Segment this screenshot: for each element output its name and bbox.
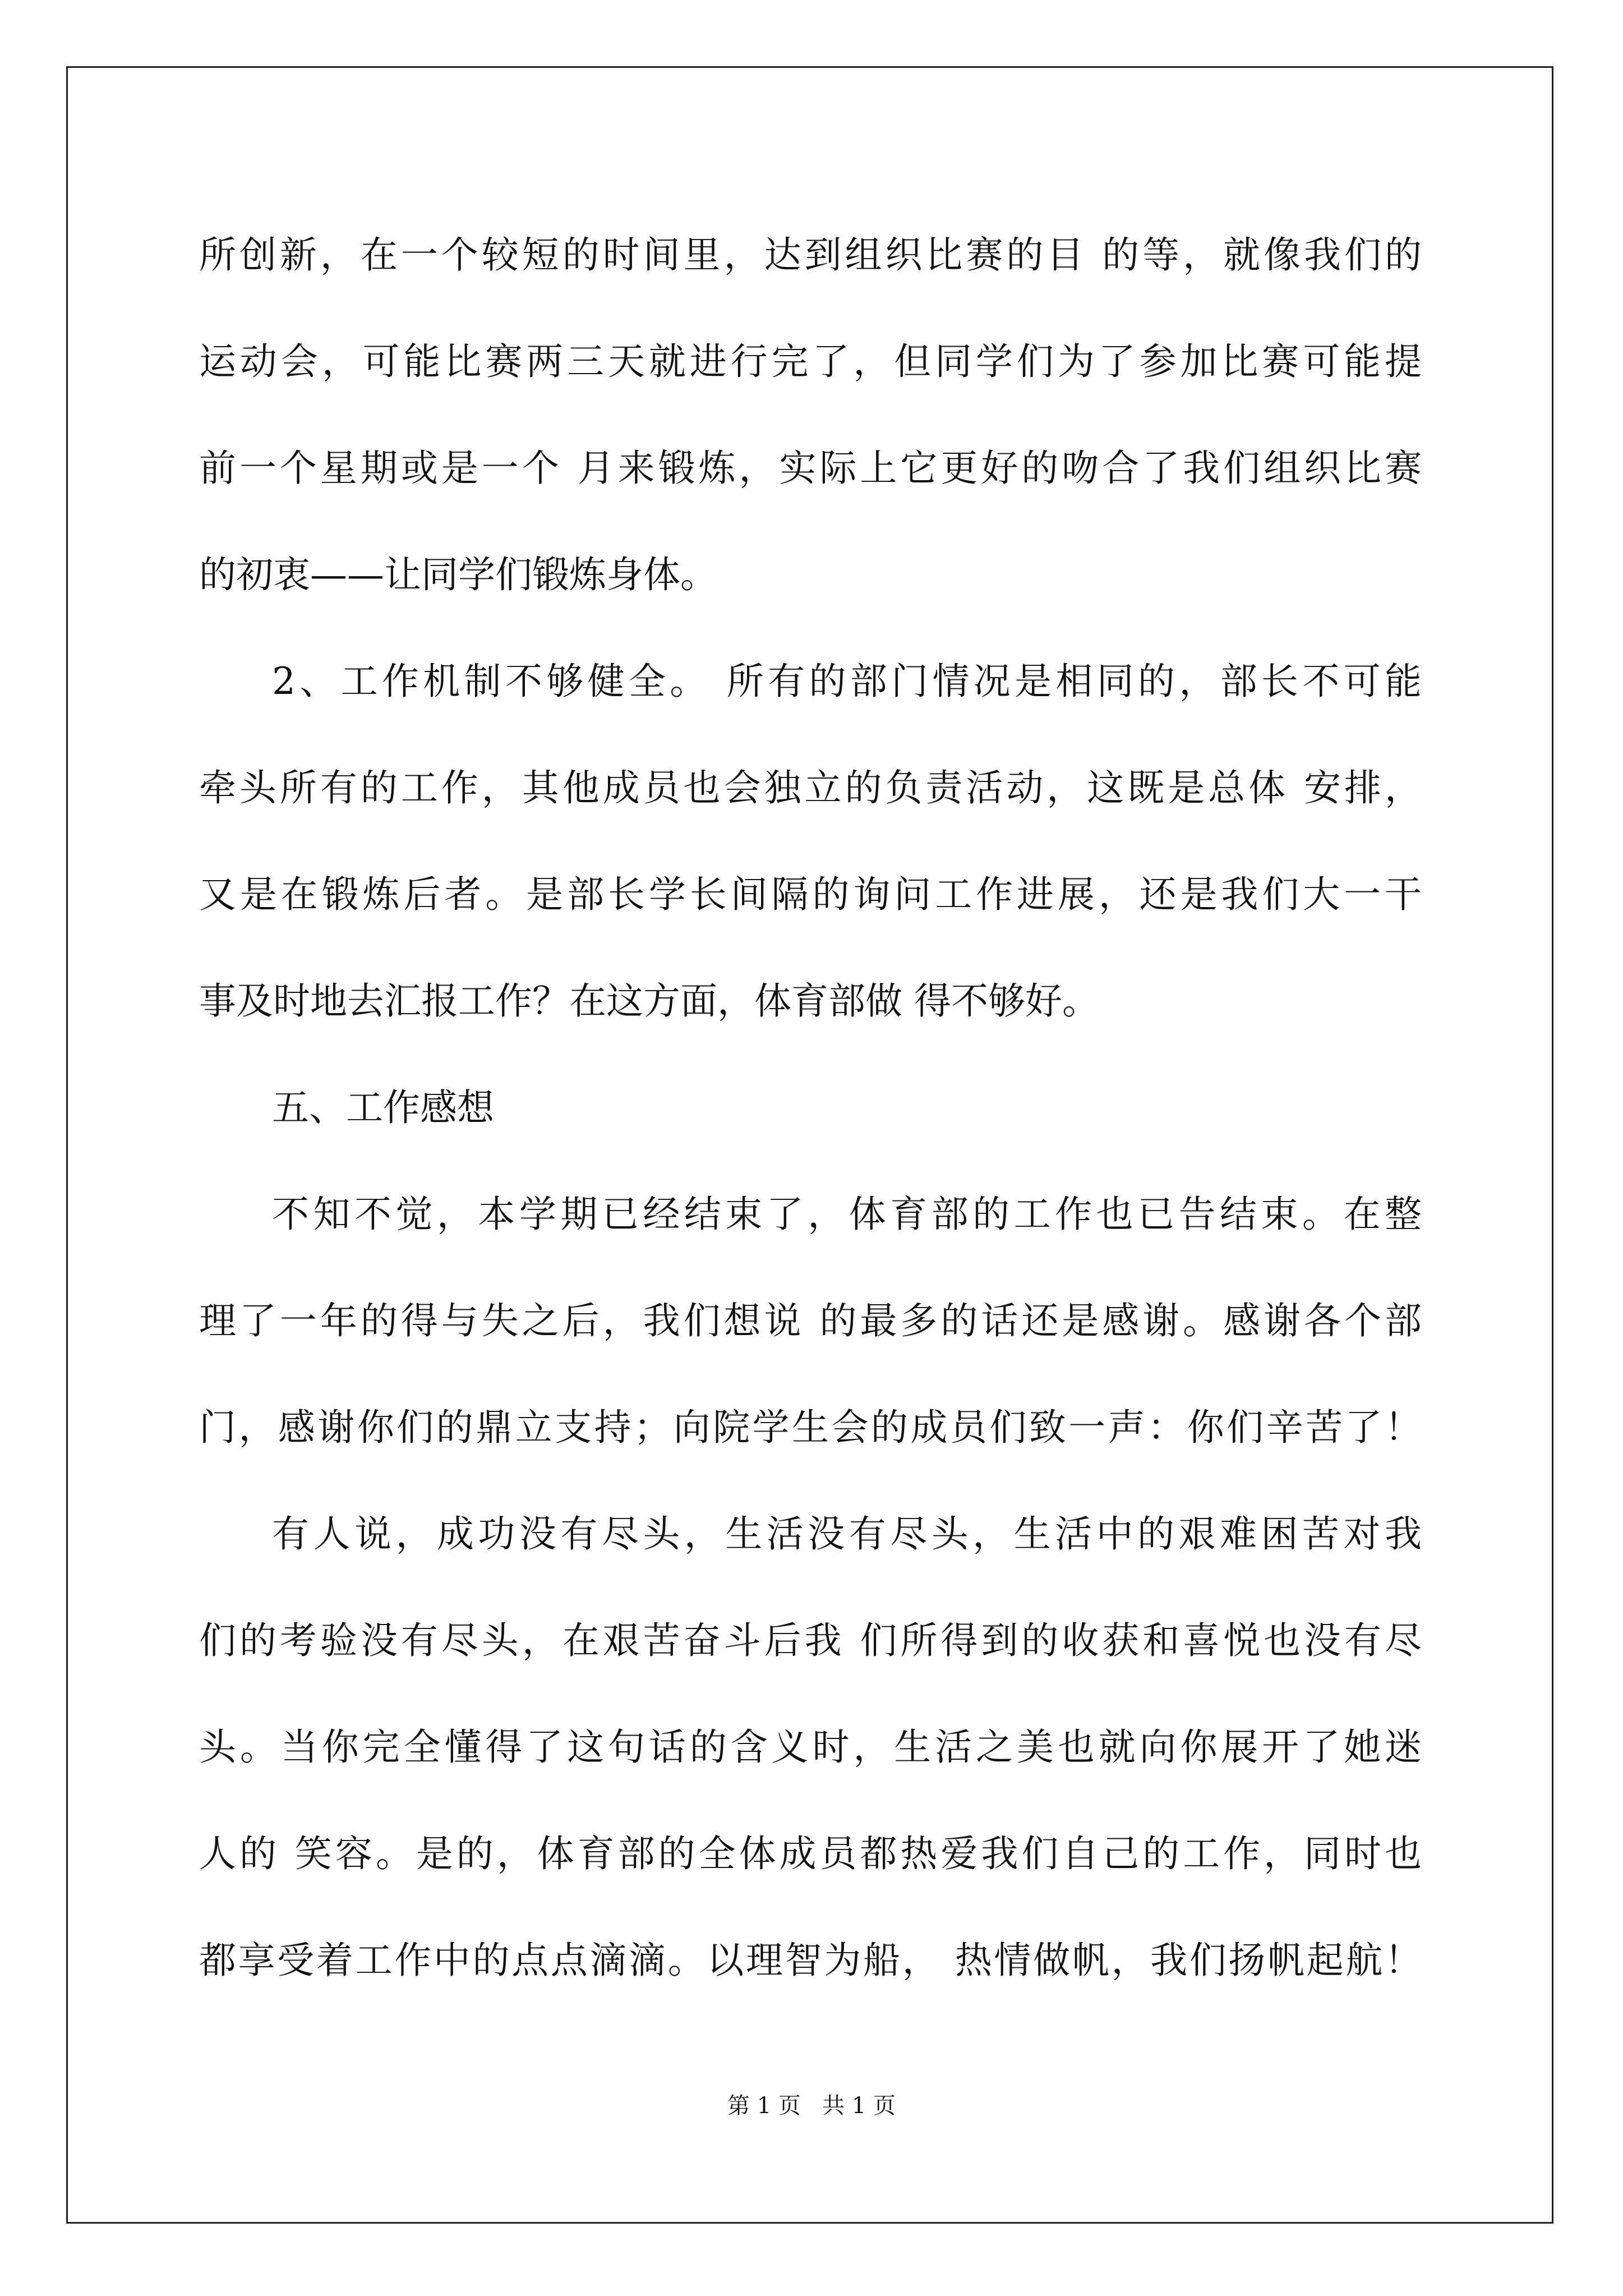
text-line: 牵头所有的工作，其他成员也会独立的负责活动，这既是总体 安排， — [199, 766, 1422, 809]
document-body — [199, 202, 1422, 2014]
text-line: 运动会，可能比赛两三天就进行完了，但同学们为了参加比赛可能提 — [199, 340, 1422, 383]
text-line: 门，感谢你们的鼎立支持；向院学生会的成员们致一声：你们辛苦了！ — [199, 1406, 1422, 1449]
text-line: 不知不觉，本学期已经结束了，体育部的工作也已告结束。在整 — [272, 1193, 1422, 1236]
text-line: 头。当你完全懂得了这句话的含义时，生活之美也就向你展开了她迷 — [199, 1726, 1422, 1769]
text-line: 所创新，在一个较短的时间里，达到组织比赛的目 的等，就像我们的 — [199, 233, 1422, 277]
text-line: 又是在锻炼后者。是部长学长间隔的询问工作进展，还是我们大一干 — [199, 873, 1422, 916]
text-line: 理了一年的得与失之后，我们想说 的最多的话还是感谢。感谢各个部 — [199, 1299, 1422, 1342]
text-line: 的初衷——让同学们锻炼身体。 — [199, 553, 717, 596]
text-line: 事及时地去汇报工作？在这方面，体育部做 得不够好。 — [199, 979, 1099, 1023]
text-line: 们的考验没有尽头，在艰苦奋斗后我 们所得到的收获和喜悦也没有尽 — [199, 1619, 1422, 1662]
text-line: 有人说，成功没有尽头，生活没有尽头，生活中的艰难困苦对我 — [272, 1512, 1422, 1556]
text-line: 人的 笑容。是的，体育部的全体成员都热爱我们自己的工作，同时也 — [199, 1832, 1422, 1875]
page-number-footer: 第 1 页 共 1 页 — [727, 2093, 896, 2119]
text-line: 都享受着工作中的点点滴滴。以理智为船， 热情做帆，我们扬帆起航！ — [199, 1939, 1422, 1982]
text-line: 前一个星期或是一个 月来锻炼，实际上它更好的吻合了我们组织比赛 — [199, 447, 1422, 490]
section-heading: 五、工作感想 — [272, 1086, 494, 1129]
text-line: 2、工作机制不够健全。 所有的部门情况是相同的，部长不可能 — [272, 660, 1422, 703]
